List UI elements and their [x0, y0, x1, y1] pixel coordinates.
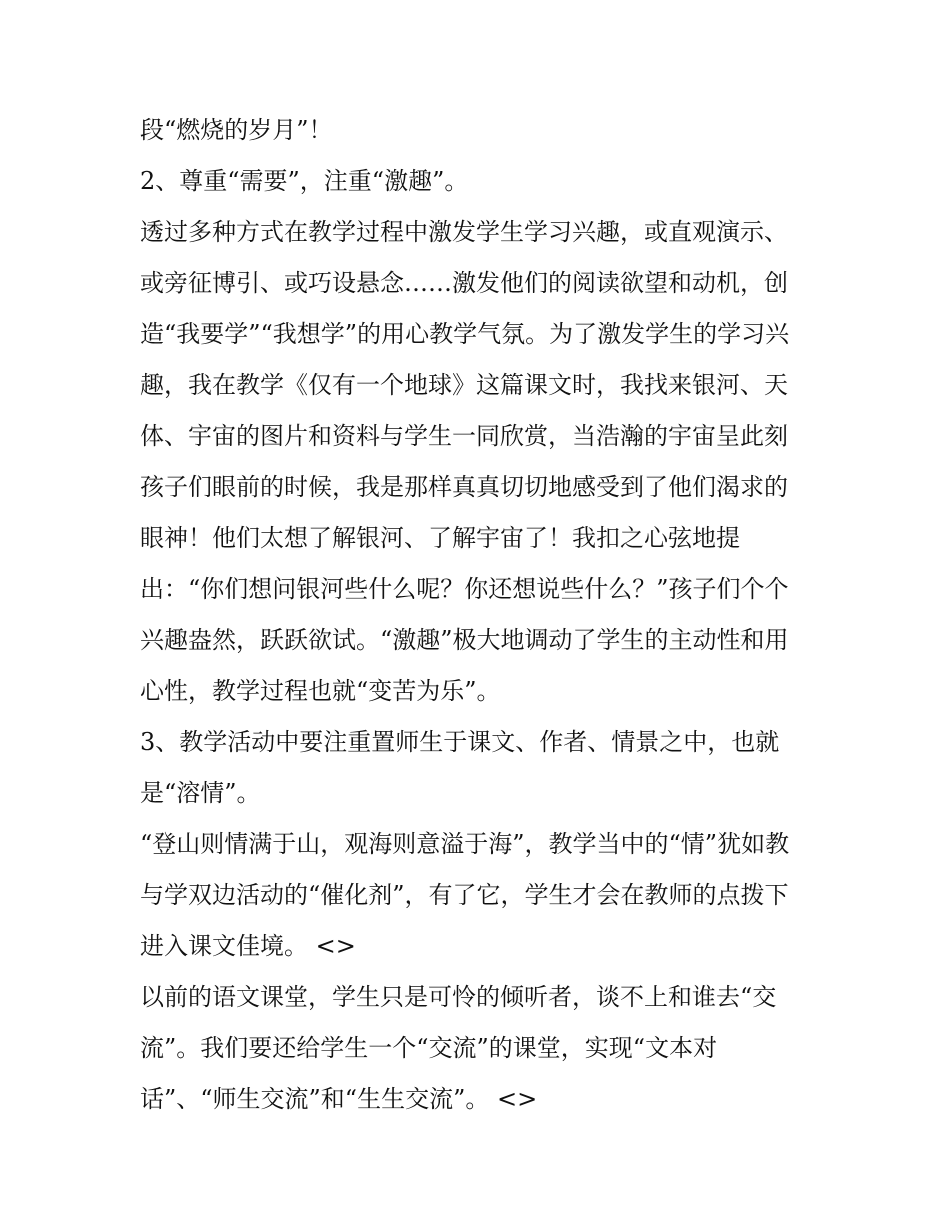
section-heading: 2、尊重“需要”，注重“激趣”。 — [140, 167, 469, 195]
paragraph-line: 造“我要学”“我想学”的用心教学气氛。为了激发学生的学习兴 — [140, 320, 790, 348]
paragraph-line: 兴趣盎然，跃跃欲试。“激趣”极大地调动了学生的主动性和用 — [140, 626, 789, 654]
paragraph-line: 段“燃烧的岁月”！ — [140, 116, 333, 144]
paragraph-line: 进入课文佳境。 <> — [140, 932, 356, 960]
paragraph-line: 或旁征博引、或巧设悬念……激发他们的阅读欲望和动机，创 — [140, 269, 788, 297]
section-heading: 3、教学活动中要注重置师生于课文、作者、情景之中，也就 — [140, 728, 780, 756]
paragraph-line: 透过多种方式在教学过程中激发学生学习兴趣，或直观演示、 — [140, 218, 788, 246]
paragraph-line: 眼神！他们太想了解银河、了解宇宙了！我扣之心弦地提 — [140, 524, 740, 552]
section-heading: 是“溶情”。 — [140, 779, 261, 807]
paragraph-line: 孩子们眼前的时候，我是那样真真切切地感受到了他们渴求的 — [140, 473, 788, 501]
paragraph-line: 与学双边活动的“催化剂”，有了它，学生才会在教师的点拨下 — [140, 881, 789, 909]
paragraph-line: “登山则情满于山，观海则意溢于海”，教学当中的“情”犹如教 — [140, 830, 790, 858]
paragraph-line: 体、宇宙的图片和资料与学生一同欣赏，当浩瀚的宇宙呈此刻 — [140, 422, 788, 450]
paragraph-line: 心性，教学过程也就“变苦为乐”。 — [140, 677, 501, 705]
paragraph-line: 趣，我在教学《仅有一个地球》这篇课文时，我找来银河、天 — [140, 371, 788, 399]
paragraph-line: 话”、“师生交流”和“生生交流”。 <> — [140, 1085, 538, 1113]
paragraph-line: 流”。我们要还给学生一个“交流”的课堂，实现“文本对 — [140, 1034, 718, 1062]
paragraph-line: 以前的语文课堂，学生只是可怜的倾听者，谈不上和谁去“交 — [140, 983, 777, 1011]
paragraph-line: 出：“你们想问银河些什么呢？你还想说些什么？”孩子们个个 — [140, 575, 789, 603]
